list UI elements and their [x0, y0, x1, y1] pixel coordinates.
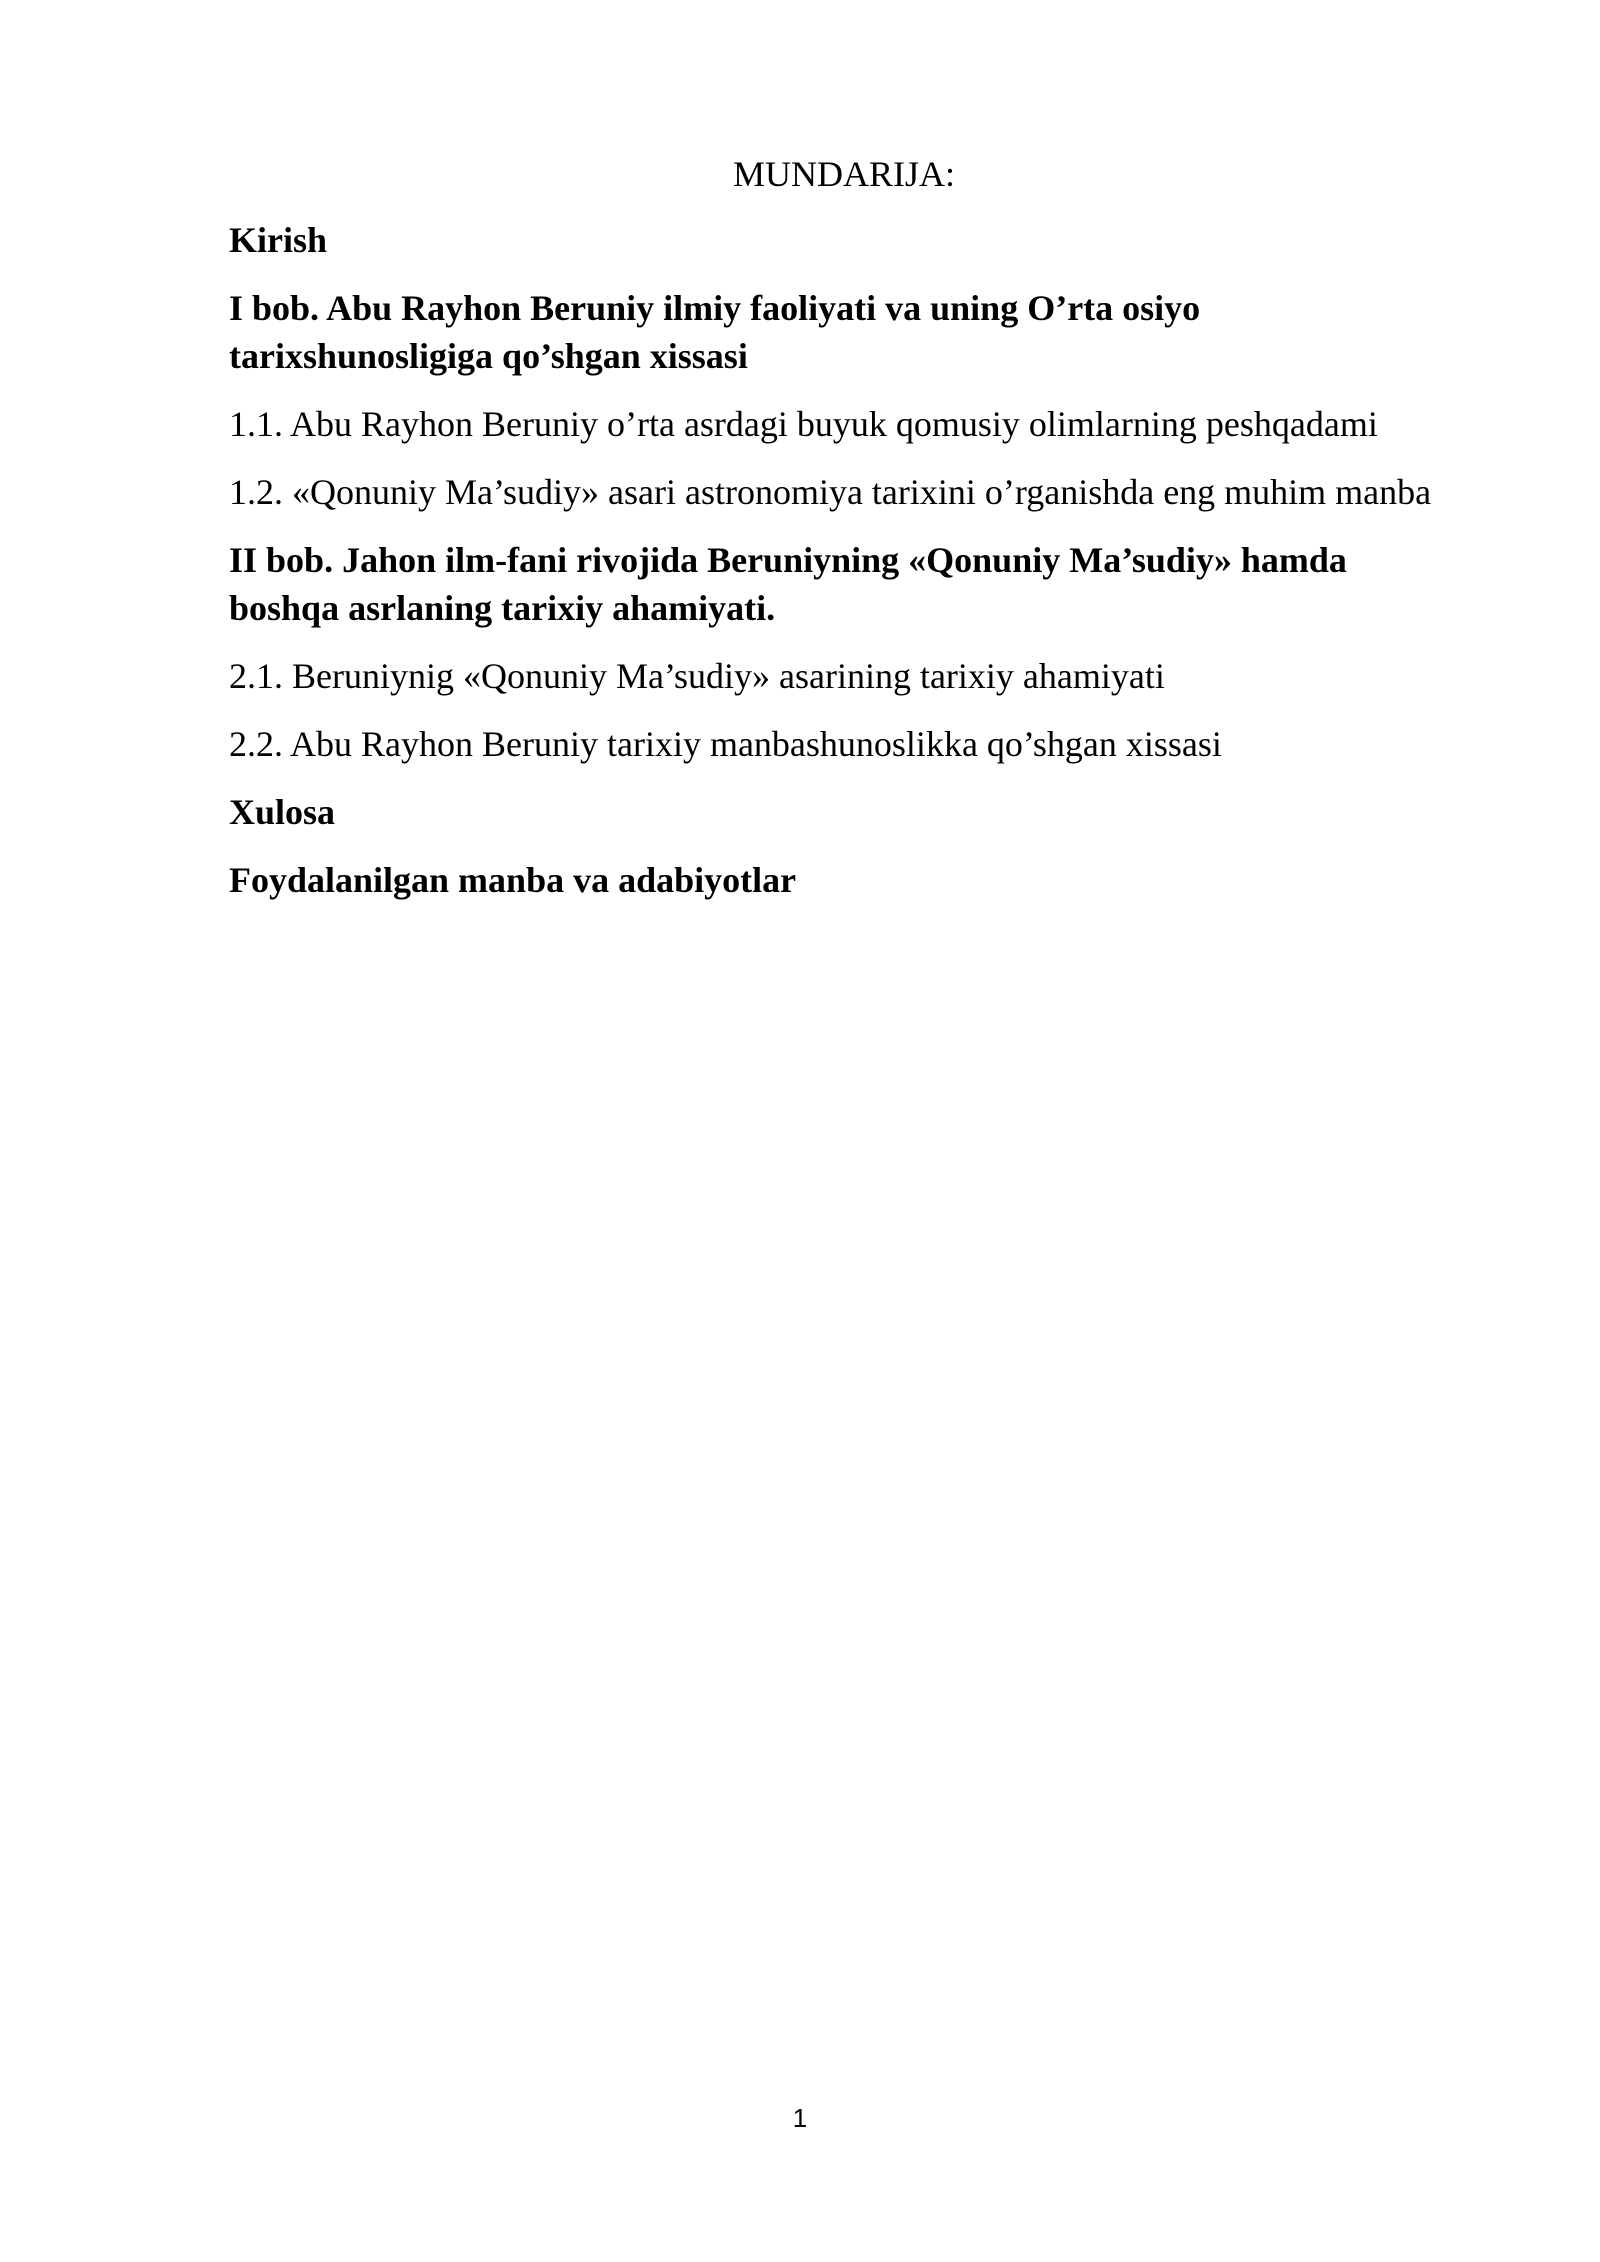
- toc-entry-section-1-2: 1.2. «Qonuniy Ma’sudiy» asari astronomiya tarixini o’rganishda eng muhim manba: [229, 472, 1432, 512]
- toc-entry-conclusion: Xulosa: [229, 792, 336, 832]
- toc-entry-references: Foydalanilgan manba va adabiyotlar: [229, 860, 797, 900]
- toc-entry-section-1-1: 1.1. Abu Rayhon Beruniy o’rta asrdagi buyuk qomusiy olimlarning peshqadami: [229, 404, 1378, 444]
- toc-entry-chapter-2: II bob. Jahon ilm-fani rivojida Beruniyning «Qonuniy Ma’sudiy» hamda boshqa asrlaning tarixiy ahamiyati.: [229, 540, 1347, 628]
- toc-entry-introduction: Kirish: [229, 220, 328, 260]
- table-of-contents: [229, 150, 1459, 924]
- toc-entry-section-2-1: 2.1. Beruniynig «Qonuniy Ma’sudiy» asarining tarixiy ahamiyati: [229, 656, 1165, 696]
- toc-entry-chapter-1: I bob. Abu Rayhon Beruniy ilmiy faoliyati va uning O’rta osiyo tarixshunosligiga qo’shgan xissasi: [229, 288, 1201, 376]
- toc-entry-section-2-2: 2.2. Abu Rayhon Beruniy tarixiy manbashunoslikka qo’shgan xissasi: [229, 724, 1222, 764]
- toc-title: MUNDARIJA:: [732, 154, 955, 194]
- page-number: 1: [792, 2103, 808, 2133]
